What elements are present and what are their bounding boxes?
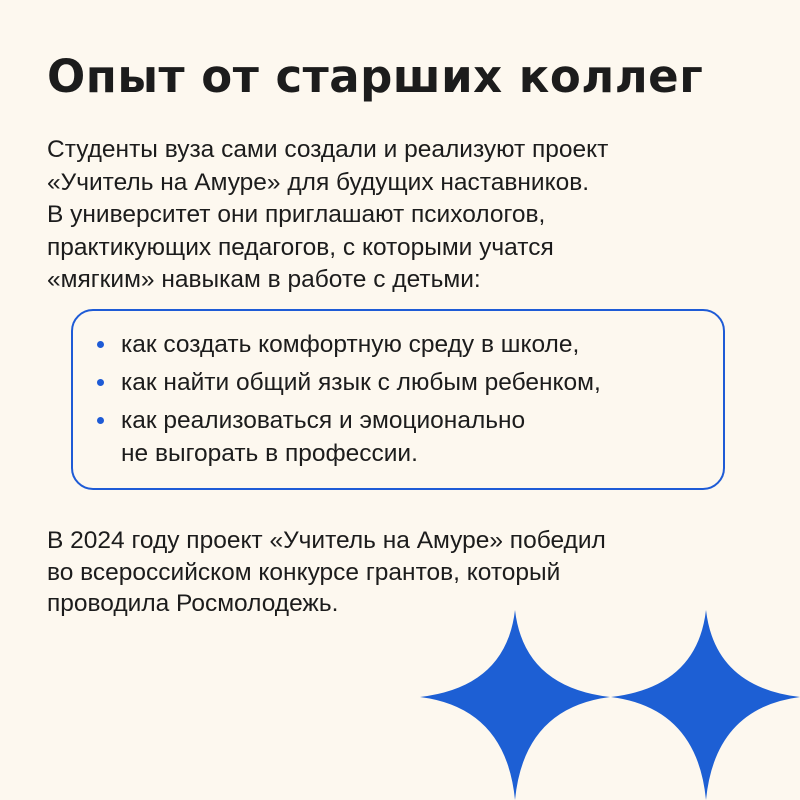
bullet-dot-icon [97, 341, 104, 348]
bullet-dot-icon [97, 417, 104, 424]
skills-list [95, 328, 601, 475]
list-item [95, 404, 601, 470]
bullet-dot-icon [97, 379, 104, 386]
skills-callout-box [71, 309, 725, 490]
sparkle-star-icon [420, 610, 610, 800]
outro-line: проводила Росмолодежь. [47, 590, 339, 617]
list-item [95, 328, 601, 361]
outro-line: во всероссийском конкурсе грантов, который [47, 558, 561, 586]
sparkle-star-icon [611, 610, 800, 800]
outro-line: В 2024 году проект «Учитель на Амуре» победил [47, 527, 606, 554]
page-title: Опыт от старших коллег [47, 50, 704, 103]
list-item-text: не выгорать в профессии. [121, 440, 418, 467]
intro-line: Студенты вуза сами создали и реализуют проект [47, 136, 609, 163]
intro-line: В университет они приглашают психологов, [47, 201, 546, 228]
intro-line: «Учитель на Амуре» для будущих наставников. [47, 168, 590, 196]
list-item-text: как создать комфортную среду в школе, [121, 331, 580, 358]
intro-line: «мягким» навыкам в работе с детьми: [47, 266, 481, 293]
list-item [95, 366, 601, 399]
list-item-text: как найти общий язык с любым ребенком, [121, 369, 601, 396]
intro-paragraph [47, 134, 747, 297]
decorative-stars [416, 604, 800, 800]
list-item-text: как реализоваться и эмоционально [121, 407, 526, 434]
intro-line: практикующих педагогов, с которыми учатся [47, 233, 554, 261]
